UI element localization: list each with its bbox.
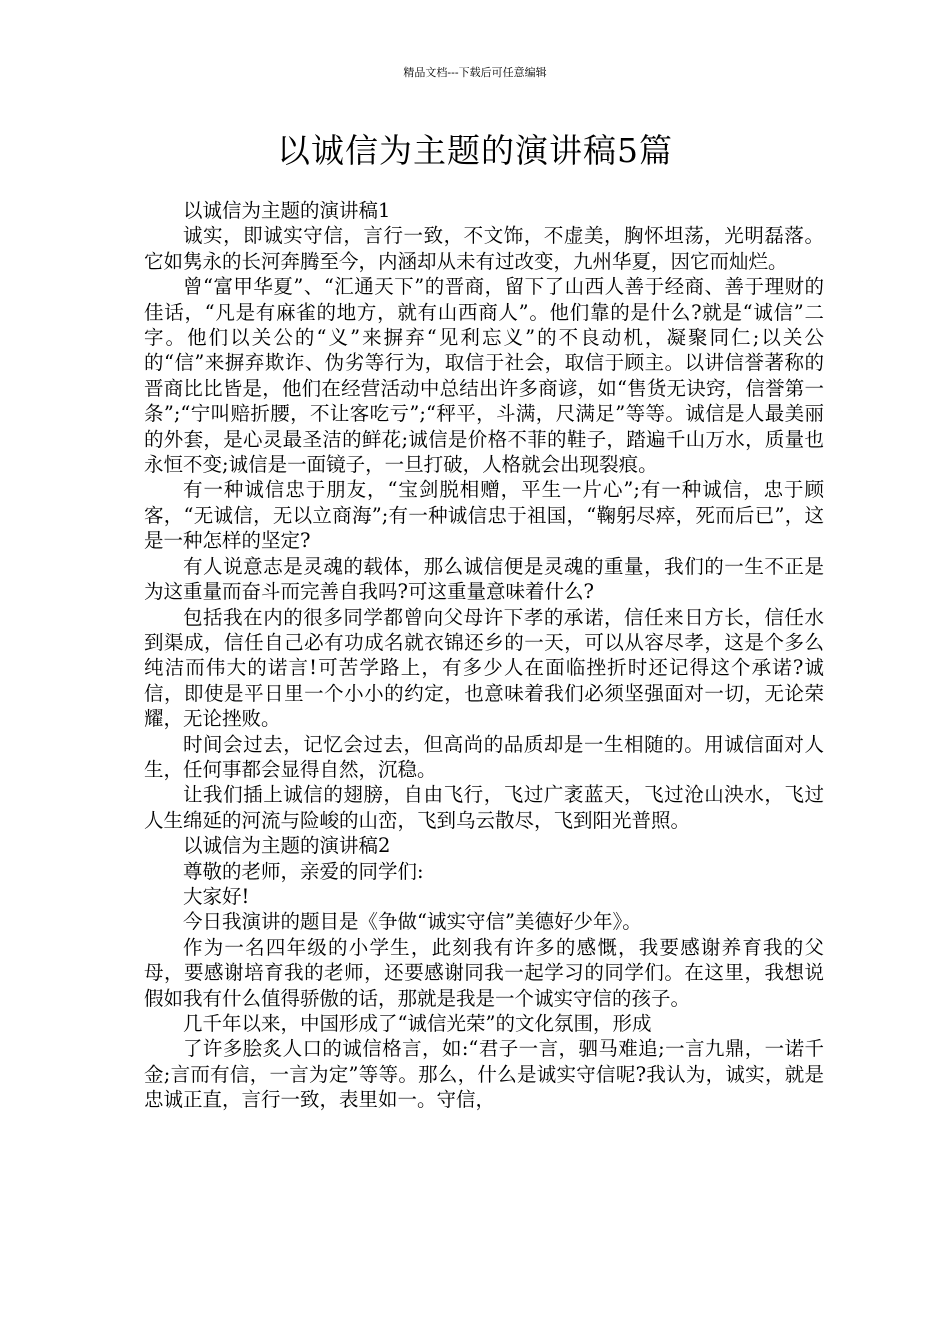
document-body [144,198,824,1113]
section-heading-2: 以诚信为主题的演讲稿2 [183,834,391,858]
greeting-line: 尊敬的老师，亲爱的同学们: [183,859,424,883]
paragraph: 诚实，即诚实守信，言行一致，不文饰，不虚美，胸怀坦荡，光明磊落。它如隽永的长河奔腾至今，内涵却从未有过改变，九州华夏，因它而灿烂。 [144,224,824,273]
paragraph: 时间会过去，记忆会过去，但高尚的品质却是一生相随的。用诚信面对人生，任何事都会显得自然，沉稳。 [144,732,824,781]
document-header-note: 精品文档---下载后可任意编辑 [403,66,547,79]
paragraph: 作为一名四年级的小学生，此刻我有许多的感慨，我要感谢养育我的父母，要感谢培育我的老师，还要感谢同我一起学习的同学们。在这里，我想说假如我有什么值得骄傲的话，那就是我是一个诚实守信的孩子。 [144,935,824,1010]
paragraph: 了许多脍炙人口的诚信格言，如:“君子一言，驷马难追;一言九鼎，一诺千金;言而有信，一言为定”等等。那么，什么是诚实守信呢?我认为，诚实，就是忠诚正直，言行一致，表里如一。守信， [144,1037,824,1112]
paragraph: 曾“富甲华夏”、“汇通天下”的晋商，留下了山西人善于经商、善于理财的佳话，“凡是有麻雀的地方，就有山西商人”。他们靠的是什么?就是“诚信”二字。他们以关公的“义”来摒弃“见利忘义”的不良动机，凝聚同仁;以关公的“信”来摒弃欺诈、伪劣等行为，取信于社会，取信于顾主。以讲信誉著称的晋商比比皆是，他们在经营活动中总结出许多商谚，如“售货无诀窍，信誉第一条”;“宁叫赔折腰，不让客吃亏”;“秤平，斗满，尺满足”等等。诚信是人最美丽的外套，是心灵最圣洁的鲜花;诚信是价格不菲的鞋子，踏遍千山万水，质量也永恒不变;诚信是一面镜子，一旦打破，人格就会出现裂痕。 [144,275,824,477]
paragraph: 让我们插上诚信的翅膀，自由飞行，飞过广袤蓝天，飞过沧山泱水，飞过人生绵延的河流与险峻的山峦，飞到乌云散尽，飞到阳光普照。 [144,783,824,832]
paragraph: 今日我演讲的题目是《争做“诚实守信”美德好少年》。 [183,910,642,934]
section-heading-1: 以诚信为主题的演讲稿1 [183,199,391,222]
document-title: 以诚信为主题的演讲稿5篇 [277,131,673,170]
paragraph: 有人说意志是灵魂的载体，那么诚信便是灵魂的重量，我们的一生不正是为这重量而奋斗而完善自我吗?可这重量意味着什么? [144,554,824,604]
paragraph: 有一种诚信忠于朋友，“宝剑脱相赠，平生一片心”;有一种诚信，忠于顾客，“无诚信，无以立商海”;有一种诚信忠于祖国，“鞠躬尽瘁，死而后已”，这是一种怎样的坚定? [144,478,824,553]
paragraph: 包括我在内的很多同学都曾向父母许下孝的承诺，信任来日方长，信任水到渠成，信任自己必有功成名就衣锦还乡的一天，可以从容尽孝，这是个多么纯洁而伟大的诺言!可苦学路上，有多少人在面临挫折时还记得这个承诺?诚信，即使是平日里一个小小的约定，也意味着我们必须坚强面对一切，无论荣耀，无论挫败。 [144,605,824,731]
greeting-line: 大家好! [183,884,250,908]
paragraph: 几千年以来，中国形成了“诚信光荣”的文化氛围，形成 [183,1012,652,1035]
